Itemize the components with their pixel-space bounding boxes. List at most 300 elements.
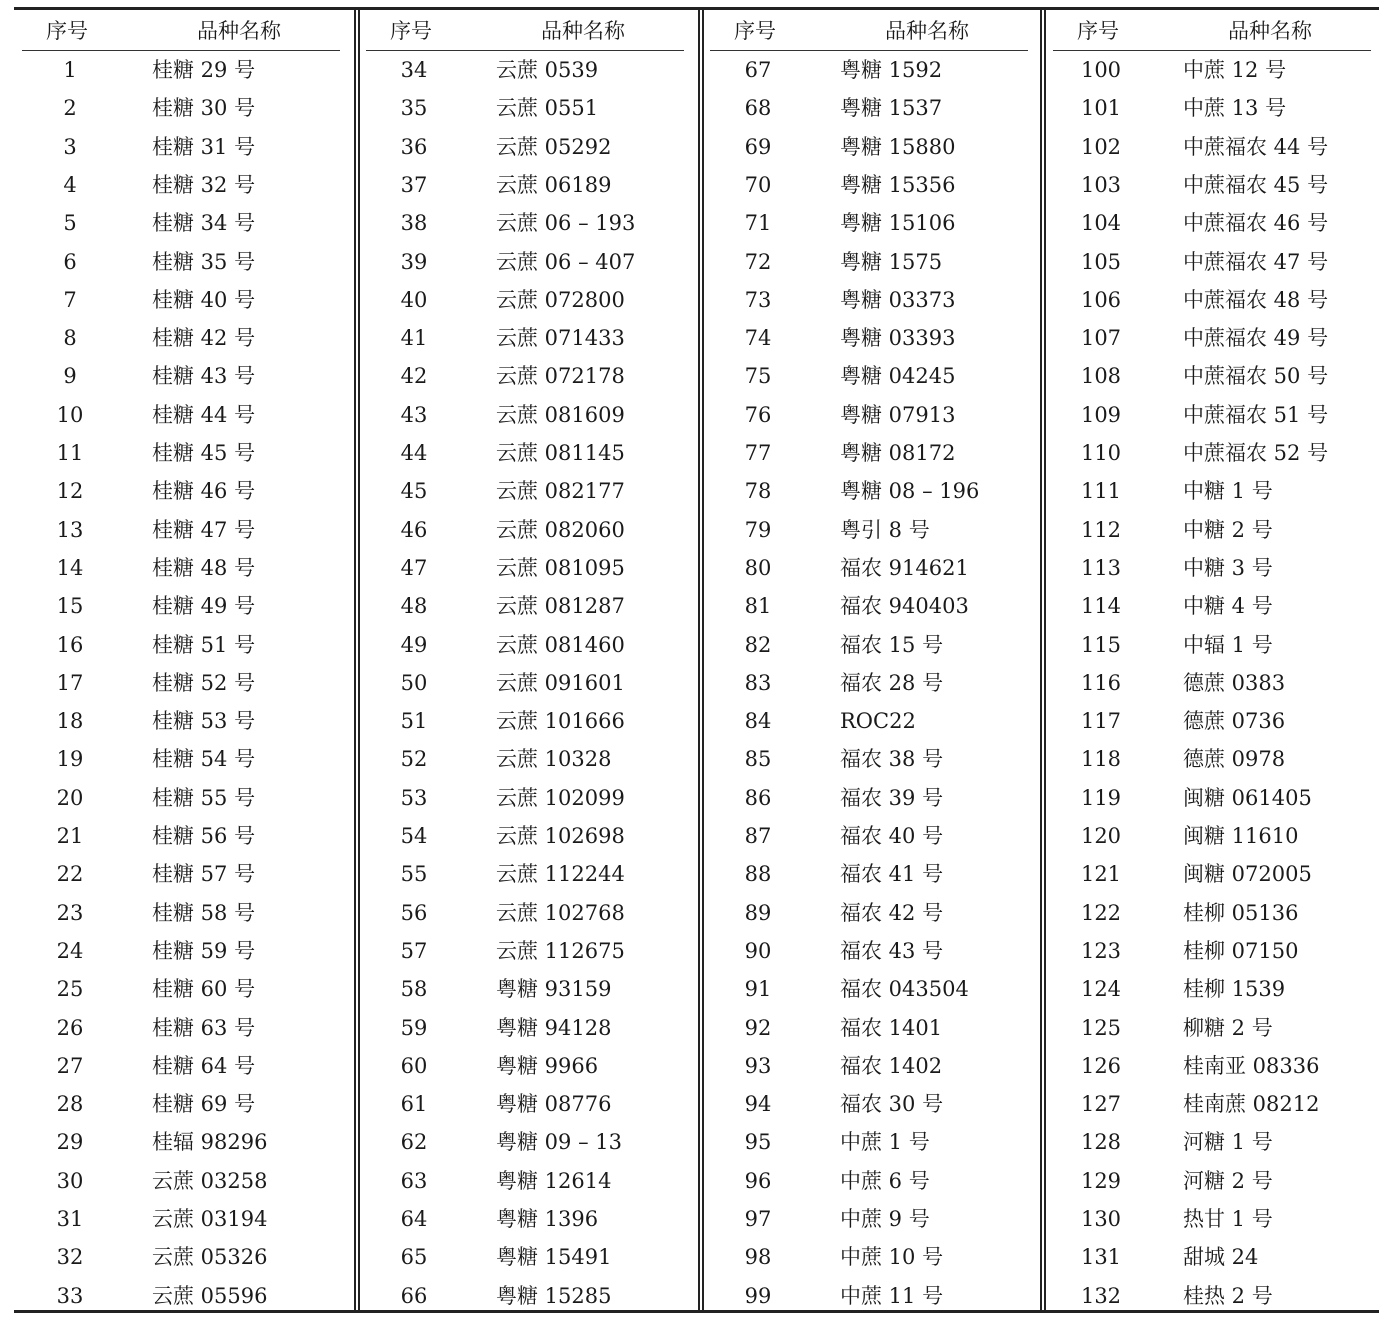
row-seq: 53	[400, 785, 428, 810]
table-row	[1045, 549, 1379, 587]
table-row	[358, 587, 692, 625]
table-row	[14, 281, 348, 319]
row-variety-name: 粤糖 08172	[840, 441, 956, 465]
table-row	[702, 472, 1036, 510]
table-row	[358, 779, 692, 817]
table-row	[1045, 1123, 1379, 1161]
row-variety-name: 福农 39 号	[840, 785, 944, 810]
row-variety-name: 福农 41 号	[840, 862, 944, 887]
table-row	[358, 511, 692, 549]
row-variety-name: 粤糖 15880	[840, 134, 956, 159]
header-seq: 序号	[1077, 19, 1119, 43]
row-seq: 77	[744, 441, 772, 465]
table-row	[1045, 1162, 1379, 1200]
row-variety-name: 粤糖 9966	[496, 1053, 599, 1078]
table-row	[702, 166, 1036, 204]
row-variety-name: 桂糖 32 号	[152, 172, 256, 197]
table-row	[14, 549, 348, 587]
row-seq: 20	[56, 785, 84, 810]
table-row	[702, 1162, 1036, 1200]
table-row	[1045, 511, 1379, 549]
row-variety-name: 云蔗 082177	[496, 479, 625, 504]
row-variety-name: 粤糖 03373	[840, 287, 956, 312]
table-row	[14, 1085, 348, 1123]
row-variety-name: 桂糖 59 号	[152, 938, 256, 963]
table-row	[1045, 434, 1379, 472]
row-seq: 82	[744, 632, 772, 657]
row-seq: 132	[1080, 1283, 1122, 1308]
row-seq: 97	[744, 1207, 772, 1231]
row-seq: 120	[1080, 824, 1122, 848]
row-seq: 93	[744, 1053, 772, 1078]
row-variety-name: 云蔗 072800	[496, 287, 625, 312]
table-row	[14, 166, 348, 204]
row-seq: 131	[1080, 1245, 1122, 1270]
row-variety-name: 德蔗 0736	[1183, 709, 1286, 734]
row-variety-name: 粤糖 03393	[840, 326, 956, 351]
table-row	[358, 626, 692, 664]
row-seq: 81	[744, 594, 772, 619]
row-seq: 90	[744, 938, 772, 963]
table-row	[14, 587, 348, 625]
table-row	[702, 357, 1036, 395]
row-variety-name: 福农 1401	[840, 1015, 943, 1040]
table-row	[702, 779, 1036, 817]
row-seq: 36	[400, 134, 428, 159]
table-row	[358, 549, 692, 587]
table-row	[358, 51, 692, 89]
table-row	[358, 319, 692, 357]
row-seq: 106	[1080, 287, 1122, 312]
table-row	[702, 1123, 1036, 1161]
row-variety-name: 桂糖 35 号	[152, 249, 256, 274]
table-row	[702, 319, 1036, 357]
table-row	[14, 1047, 348, 1085]
header-seq: 序号	[46, 19, 88, 43]
table-row	[14, 128, 348, 166]
table-row	[14, 626, 348, 664]
table-row	[358, 855, 692, 893]
row-variety-name: 中蔗 12 号	[1183, 58, 1287, 82]
table-row	[14, 740, 348, 778]
row-variety-name: 云蔗 081460	[496, 632, 625, 657]
table-row	[14, 204, 348, 242]
table-row	[14, 243, 348, 281]
table-row	[1045, 664, 1379, 702]
row-seq: 69	[744, 134, 772, 159]
row-variety-name: 桂糖 60 号	[152, 977, 256, 1002]
row-seq: 14	[56, 555, 84, 580]
table-row	[1045, 626, 1379, 664]
table-row	[14, 396, 348, 434]
row-seq: 49	[400, 632, 428, 657]
row-seq: 103	[1080, 172, 1122, 197]
table-row	[702, 51, 1036, 89]
row-variety-name: 云蔗 091601	[496, 670, 625, 695]
row-seq: 87	[744, 824, 772, 848]
header-name: 品种名称	[885, 19, 969, 43]
row-variety-name: 中蔗 6 号	[840, 1168, 930, 1193]
row-seq: 70	[744, 172, 772, 197]
row-variety-name: 云蔗 081145	[496, 441, 625, 465]
row-variety-name: 中蔗 13 号	[1183, 96, 1287, 121]
row-seq: 7	[63, 287, 77, 312]
row-seq: 43	[400, 402, 428, 427]
row-seq: 27	[56, 1053, 84, 1078]
row-seq: 52	[400, 747, 428, 772]
table-row	[14, 970, 348, 1008]
table-row	[702, 89, 1036, 127]
row-seq: 17	[56, 670, 84, 695]
row-variety-name: 德蔗 0978	[1183, 747, 1286, 772]
row-variety-name: 福农 914621	[840, 555, 969, 580]
row-seq: 30	[56, 1168, 84, 1193]
table-row	[702, 434, 1036, 472]
table-row	[702, 1200, 1036, 1238]
row-seq: 47	[400, 555, 428, 580]
row-variety-name: 桂糖 49 号	[152, 594, 256, 619]
row-variety-name: 桂糖 53 号	[152, 709, 256, 734]
table-row	[358, 702, 692, 740]
row-variety-name: 粤糖 09 – 13	[496, 1130, 622, 1155]
row-variety-name: 云蔗 112675	[496, 938, 625, 963]
row-seq: 45	[400, 479, 428, 504]
table-row	[358, 1009, 692, 1047]
table-row	[14, 319, 348, 357]
row-seq: 110	[1080, 441, 1122, 465]
row-variety-name: 云蔗 101666	[496, 709, 625, 734]
row-variety-name: 粤糖 15285	[496, 1283, 612, 1308]
row-variety-name: 中蔗 10 号	[840, 1245, 944, 1270]
row-variety-name: 云蔗 0539	[496, 58, 599, 82]
header-name: 品种名称	[541, 19, 625, 43]
row-seq: 19	[56, 747, 84, 772]
table-row	[702, 626, 1036, 664]
row-seq: 73	[744, 287, 772, 312]
row-variety-name: 桂糖 29 号	[152, 58, 256, 82]
table-row	[1045, 1009, 1379, 1047]
row-seq: 91	[744, 977, 772, 1002]
row-variety-name: 德蔗 0383	[1183, 670, 1286, 695]
row-seq: 60	[400, 1053, 428, 1078]
table-row	[1045, 932, 1379, 970]
row-variety-name: 桂糖 55 号	[152, 785, 256, 810]
row-seq: 112	[1080, 517, 1122, 542]
row-variety-name: 柳糖 2 号	[1183, 1015, 1273, 1040]
row-variety-name: 粤糖 1592	[840, 58, 943, 82]
row-seq: 94	[744, 1092, 772, 1117]
row-variety-name: 福农 1402	[840, 1053, 943, 1078]
table-row	[1045, 894, 1379, 932]
row-variety-name: 粤糖 1537	[840, 96, 943, 121]
row-variety-name: 福农 38 号	[840, 747, 944, 772]
table-row	[358, 817, 692, 855]
row-variety-name: 粤糖 94128	[496, 1015, 612, 1040]
row-variety-name: 云蔗 05292	[496, 134, 612, 159]
table-row	[14, 1238, 348, 1276]
table-row	[702, 740, 1036, 778]
row-seq: 25	[56, 977, 84, 1002]
table-row	[358, 434, 692, 472]
row-variety-name: 桂南蔗 08212	[1183, 1092, 1320, 1117]
row-seq: 39	[400, 249, 428, 274]
row-variety-name: 粤糖 15356	[840, 172, 956, 197]
table-row	[1045, 243, 1379, 281]
row-seq: 55	[400, 862, 428, 887]
table-row	[14, 1162, 348, 1200]
row-seq: 71	[744, 211, 772, 236]
row-variety-name: 粤糖 12614	[496, 1168, 612, 1193]
row-variety-name: 云蔗 0551	[496, 96, 599, 121]
table-row	[702, 1009, 1036, 1047]
row-variety-name: 中蔗福农 49 号	[1183, 326, 1329, 351]
row-seq: 31	[56, 1207, 84, 1231]
row-seq: 65	[400, 1245, 428, 1270]
row-seq: 13	[56, 517, 84, 542]
row-variety-name: 云蔗 10328	[496, 747, 612, 772]
table-row	[14, 89, 348, 127]
row-seq: 66	[400, 1283, 428, 1308]
variety-table	[14, 10, 1379, 1310]
table-row	[1045, 587, 1379, 625]
row-variety-name: 中蔗 11 号	[840, 1283, 944, 1308]
row-seq: 68	[744, 96, 772, 121]
row-seq: 9	[63, 364, 77, 389]
table-bottom-rule	[14, 1310, 1379, 1313]
table-column-3	[702, 10, 1036, 1310]
table-row	[1045, 817, 1379, 855]
row-seq: 1	[63, 58, 77, 82]
row-variety-name: 桂南亚 08336	[1183, 1053, 1320, 1078]
row-seq: 101	[1080, 96, 1122, 121]
row-variety-name: 桂糖 52 号	[152, 670, 256, 695]
row-variety-name: 河糖 2 号	[1183, 1168, 1273, 1193]
row-seq: 35	[400, 96, 428, 121]
row-seq: 111	[1080, 479, 1122, 504]
table-row	[14, 664, 348, 702]
table-row	[702, 1238, 1036, 1276]
row-seq: 130	[1080, 1207, 1122, 1231]
row-variety-name: 云蔗 072178	[496, 364, 625, 389]
row-variety-name: 云蔗 112244	[496, 862, 625, 887]
row-seq: 129	[1080, 1168, 1122, 1193]
table-row	[1045, 357, 1379, 395]
row-variety-name: 桂糖 58 号	[152, 900, 256, 925]
row-variety-name: 桂糖 31 号	[152, 134, 256, 159]
row-seq: 128	[1080, 1130, 1122, 1155]
row-variety-name: 中糖 1 号	[1183, 479, 1273, 504]
row-seq: 99	[744, 1283, 772, 1308]
row-variety-name: 中蔗福农 48 号	[1183, 287, 1329, 312]
table-row	[358, 1200, 692, 1238]
row-variety-name: 中蔗福农 45 号	[1183, 172, 1329, 197]
table-row	[1045, 89, 1379, 127]
row-seq: 98	[744, 1245, 772, 1270]
row-seq: 118	[1080, 747, 1122, 772]
row-seq: 78	[744, 479, 772, 504]
table-row	[1045, 319, 1379, 357]
row-seq: 46	[400, 517, 428, 542]
table-row	[702, 281, 1036, 319]
row-seq: 44	[400, 441, 428, 465]
table-row	[1045, 128, 1379, 166]
table-row	[1045, 204, 1379, 242]
table-row	[358, 204, 692, 242]
row-variety-name: 云蔗 081609	[496, 402, 625, 427]
row-variety-name: 云蔗 03258	[152, 1168, 268, 1193]
row-seq: 11	[56, 441, 84, 465]
row-variety-name: 桂热 2 号	[1183, 1283, 1273, 1308]
row-seq: 37	[400, 172, 428, 197]
row-seq: 88	[744, 862, 772, 887]
table-row	[702, 702, 1036, 740]
table-row	[14, 817, 348, 855]
row-seq: 18	[56, 709, 84, 734]
table-row	[702, 932, 1036, 970]
row-seq: 41	[400, 326, 428, 351]
row-seq: 48	[400, 594, 428, 619]
row-variety-name: 云蔗 06 – 193	[496, 211, 636, 236]
table-row	[14, 434, 348, 472]
row-seq: 23	[56, 900, 84, 925]
table-row	[14, 779, 348, 817]
table-row	[1045, 1085, 1379, 1123]
table-row	[702, 817, 1036, 855]
table-row	[702, 396, 1036, 434]
row-variety-name: 粤引 8 号	[840, 517, 930, 542]
table-row	[1045, 702, 1379, 740]
column-header	[1053, 10, 1371, 51]
table-row	[358, 281, 692, 319]
row-seq: 72	[744, 249, 772, 274]
row-variety-name: 云蔗 102099	[496, 785, 625, 810]
row-seq: 62	[400, 1130, 428, 1155]
row-seq: 15	[56, 594, 84, 619]
table-row	[14, 357, 348, 395]
table-row	[702, 587, 1036, 625]
table-row	[1045, 396, 1379, 434]
row-variety-name: 粤糖 93159	[496, 977, 612, 1002]
row-seq: 117	[1080, 709, 1122, 734]
row-variety-name: 福农 42 号	[840, 900, 944, 925]
row-seq: 124	[1080, 977, 1122, 1002]
row-seq: 89	[744, 900, 772, 925]
row-seq: 42	[400, 364, 428, 389]
row-seq: 24	[56, 938, 84, 963]
row-variety-name: 云蔗 102768	[496, 900, 625, 925]
row-variety-name: 云蔗 05596	[152, 1283, 268, 1308]
table-row	[358, 1123, 692, 1161]
table-row	[358, 166, 692, 204]
row-seq: 50	[400, 670, 428, 695]
table-row	[358, 740, 692, 778]
row-variety-name: 粤糖 15106	[840, 211, 956, 236]
table-row	[358, 357, 692, 395]
table-row	[1045, 472, 1379, 510]
row-seq: 58	[400, 977, 428, 1002]
table-row	[14, 1200, 348, 1238]
table-row	[14, 511, 348, 549]
row-variety-name: 粤糖 08 – 196	[840, 479, 980, 504]
table-row	[1045, 1200, 1379, 1238]
row-seq: 115	[1080, 632, 1122, 657]
table-row	[358, 1162, 692, 1200]
row-variety-name: 云蔗 071433	[496, 326, 625, 351]
table-row	[358, 396, 692, 434]
header-name: 品种名称	[197, 19, 281, 43]
row-variety-name: 桂糖 63 号	[152, 1015, 256, 1040]
row-variety-name: 云蔗 082060	[496, 517, 625, 542]
row-seq: 109	[1080, 402, 1122, 427]
row-variety-name: 云蔗 081095	[496, 555, 625, 580]
table-row	[702, 204, 1036, 242]
row-seq: 127	[1080, 1092, 1122, 1117]
table-row	[1045, 855, 1379, 893]
row-seq: 59	[400, 1015, 428, 1040]
row-seq: 33	[56, 1283, 84, 1308]
row-seq: 67	[744, 58, 772, 82]
row-variety-name: 甜城 24	[1183, 1245, 1259, 1270]
row-variety-name: 桂糖 47 号	[152, 517, 256, 542]
row-variety-name: 闽糖 11610	[1183, 824, 1299, 848]
table-row	[702, 128, 1036, 166]
row-variety-name: 桂柳 1539	[1183, 977, 1286, 1002]
row-variety-name: 中蔗福农 44 号	[1183, 134, 1329, 159]
row-seq: 119	[1080, 785, 1122, 810]
table-row	[358, 1238, 692, 1276]
row-seq: 100	[1080, 58, 1122, 82]
row-seq: 57	[400, 938, 428, 963]
row-seq: 105	[1080, 249, 1122, 274]
row-variety-name: 中糖 4 号	[1183, 594, 1273, 619]
table-row	[14, 51, 348, 89]
row-variety-name: 闽糖 072005	[1183, 862, 1312, 887]
row-seq: 10	[56, 402, 84, 427]
row-seq: 5	[63, 211, 77, 236]
row-variety-name: 福农 40 号	[840, 824, 944, 848]
row-variety-name: 云蔗 05326	[152, 1245, 268, 1270]
table-row	[14, 1009, 348, 1047]
row-variety-name: 福农 043504	[840, 977, 969, 1002]
row-seq: 75	[744, 364, 772, 389]
row-seq: 125	[1080, 1015, 1122, 1040]
row-seq: 32	[56, 1245, 84, 1270]
row-variety-name: 中糖 3 号	[1183, 555, 1273, 580]
row-variety-name: 中蔗福农 47 号	[1183, 249, 1329, 274]
row-seq: 80	[744, 555, 772, 580]
row-variety-name: 福农 30 号	[840, 1092, 944, 1117]
table-row	[358, 243, 692, 281]
table-row	[702, 511, 1036, 549]
row-variety-name: 中蔗福农 46 号	[1183, 211, 1329, 236]
row-variety-name: 闽糖 061405	[1183, 785, 1312, 810]
row-seq: 123	[1080, 938, 1122, 963]
table-row	[1045, 1047, 1379, 1085]
row-seq: 8	[63, 326, 77, 351]
row-variety-name: 桂糖 56 号	[152, 824, 256, 848]
table-row	[358, 472, 692, 510]
row-seq: 63	[400, 1168, 428, 1193]
row-variety-name: 桂糖 69 号	[152, 1092, 256, 1117]
table-row	[1045, 281, 1379, 319]
row-variety-name: 中蔗福农 50 号	[1183, 364, 1329, 389]
row-seq: 116	[1080, 670, 1122, 695]
row-seq: 54	[400, 824, 428, 848]
row-seq: 51	[400, 709, 428, 734]
table-row	[14, 1123, 348, 1161]
row-seq: 34	[400, 58, 428, 82]
table-row	[702, 1047, 1036, 1085]
